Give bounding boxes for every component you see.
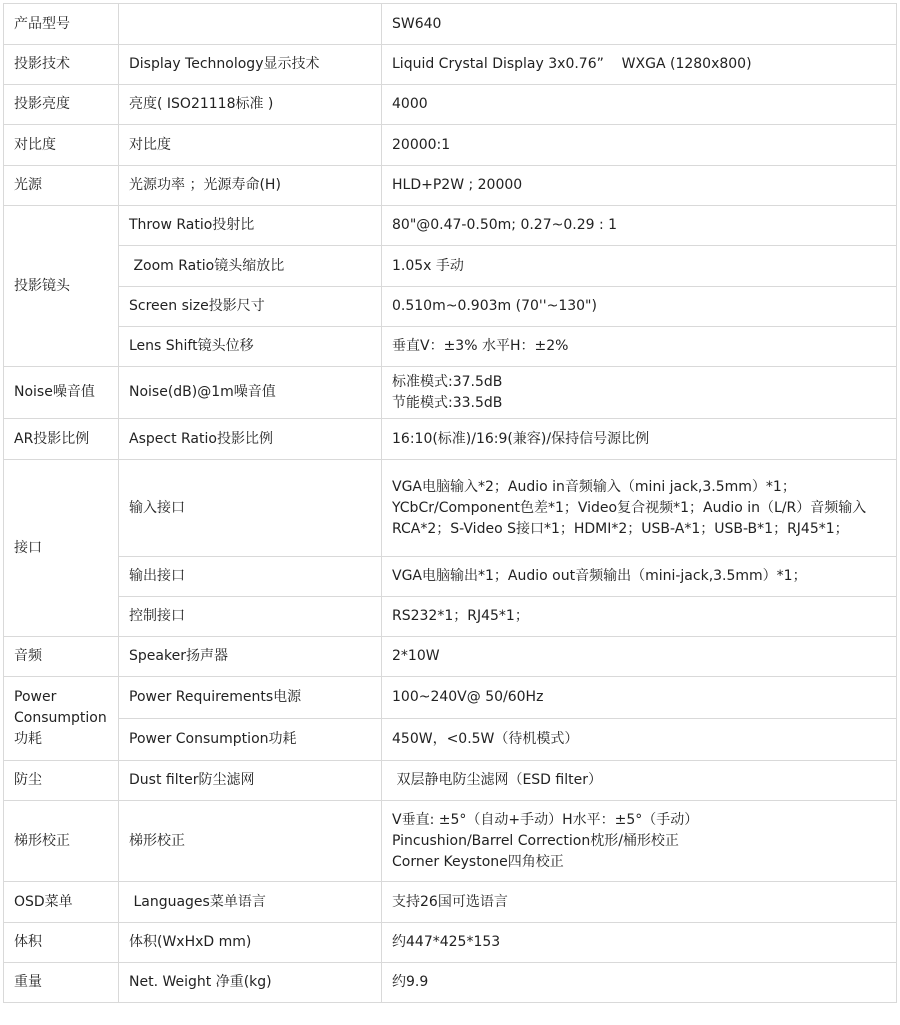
table-row-ports-input <box>4 460 897 557</box>
value-cell: SW640 <box>382 4 897 45</box>
value-line: Pincushion/Barrel Correction枕形/桶形校正 <box>392 832 679 849</box>
label-line: Consumption <box>14 710 107 726</box>
value-line: 节能模式:33.5dB <box>392 394 503 411</box>
value-cell: 450W，<0.5W（待机模式） <box>382 719 897 761</box>
value-cell: RS232*1；RJ45*1； <box>382 597 897 637</box>
param-cell: 对比度 <box>119 125 382 166</box>
value-cell: 1.05x 手动 <box>382 246 897 287</box>
param-cell: Dust filter防尘滤网 <box>119 761 382 801</box>
param-cell <box>119 4 382 45</box>
table-row-noise <box>4 367 897 419</box>
table-row-ports-control <box>4 597 897 637</box>
table-row-lens-screen <box>4 287 897 327</box>
label-cell: 对比度 <box>4 125 119 166</box>
param-cell: Power Consumption功耗 <box>119 719 382 761</box>
param-cell: Aspect Ratio投影比例 <box>119 419 382 460</box>
param-cell: Lens Shift镜头位移 <box>119 327 382 367</box>
label-cell: 重量 <box>4 963 119 1003</box>
table-row-aspect <box>4 419 897 460</box>
value-cell: 约447*425*153 <box>382 923 897 963</box>
label-cell: 接口 <box>4 460 119 637</box>
value-cell: 2*10W <box>382 637 897 677</box>
value-line: 标准模式:37.5dB <box>392 373 503 390</box>
table-row-audio <box>4 637 897 677</box>
label-line: 功耗 <box>14 731 42 747</box>
table-row-contrast <box>4 125 897 166</box>
param-cell: Display Technology显示技术 <box>119 45 382 85</box>
value-cell: 4000 <box>382 85 897 125</box>
table-row-brightness <box>4 85 897 125</box>
value-cell: 支持26国可选语言 <box>382 882 897 923</box>
label-cell: OSD菜单 <box>4 882 119 923</box>
value-line: V垂直: ±5°（自动+手动）H水平：±5°（手动） <box>392 811 699 828</box>
table-row-model <box>4 4 897 45</box>
param-cell: Speaker扬声器 <box>119 637 382 677</box>
param-cell: 输出接口 <box>119 557 382 597</box>
label-cell <box>4 677 119 761</box>
label-cell: 防尘 <box>4 761 119 801</box>
param-cell: 亮度( ISO21118标准 ) <box>119 85 382 125</box>
value-cell: 80"@0.47-0.50m; 0.27~0.29 : 1 <box>382 206 897 246</box>
value-cell: 0.510m~0.903m (70''~130") <box>382 287 897 327</box>
value-cell: 垂直V：±3% 水平H：±2% <box>382 327 897 367</box>
table-row-tech <box>4 45 897 85</box>
label-cell: 梯形校正 <box>4 801 119 882</box>
param-cell: 控制接口 <box>119 597 382 637</box>
table-row-lens-shift <box>4 327 897 367</box>
param-cell: Screen size投影尺寸 <box>119 287 382 327</box>
table-row-lens-throw <box>4 206 897 246</box>
value-cell: 16:10(标准)/16:9(兼容)/保持信号源比例 <box>382 419 897 460</box>
value-cell: VGA电脑输出*1；Audio out音频输出（mini-jack,3.5mm）*1； <box>382 557 897 597</box>
label-cell: 产品型号 <box>4 4 119 45</box>
label-cell: 投影技术 <box>4 45 119 85</box>
value-cell: 20000:1 <box>382 125 897 166</box>
label-cell: 投影镜头 <box>4 206 119 367</box>
table-row-dust <box>4 761 897 801</box>
value-cell: 双层静电防尘滤网（ESD filter） <box>382 761 897 801</box>
label-cell: 光源 <box>4 166 119 206</box>
table-row-power-cons <box>4 719 897 761</box>
param-cell: Net. Weight 净重(kg) <box>119 963 382 1003</box>
label-cell: 体积 <box>4 923 119 963</box>
value-cell: VGA电脑输入*2；Audio in音频输入（mini jack,3.5mm）*1；YCbCr/Component色差*1；Video复合视频*1；Audio in（L/R）音频输入RCA*2；S-Video S接口*1；HDMI*2；USB-A*1；USB-B*1；RJ45*1； <box>382 460 897 557</box>
table-row-power-req <box>4 677 897 719</box>
value-line: Corner Keystone四角校正 <box>392 853 564 870</box>
table-row-volume <box>4 923 897 963</box>
param-cell: Throw Ratio投射比 <box>119 206 382 246</box>
table-row-ports-output <box>4 557 897 597</box>
param-cell: 体积(WxHxD mm) <box>119 923 382 963</box>
label-cell: 投影亮度 <box>4 85 119 125</box>
table-row-light <box>4 166 897 206</box>
label-cell: 音频 <box>4 637 119 677</box>
table-row-weight <box>4 963 897 1003</box>
param-cell: 梯形校正 <box>119 801 382 882</box>
param-cell: Languages菜单语言 <box>119 882 382 923</box>
param-cell: Noise(dB)@1m噪音值 <box>119 367 382 419</box>
table-row-lens-zoom <box>4 246 897 287</box>
value-cell <box>382 801 897 882</box>
value-cell: HLD+P2W ; 20000 <box>382 166 897 206</box>
label-cell: Noise噪音值 <box>4 367 119 419</box>
spec-table <box>3 3 897 1003</box>
value-cell <box>382 367 897 419</box>
table-row-keystone <box>4 801 897 882</box>
param-cell: Power Requirements电源 <box>119 677 382 719</box>
param-cell: 光源功率 ；光源寿命(H) <box>119 166 382 206</box>
label-cell: AR投影比例 <box>4 419 119 460</box>
param-cell: 输入接口 <box>119 460 382 557</box>
value-cell: 约9.9 <box>382 963 897 1003</box>
label-line: Power <box>14 689 57 705</box>
table-row-osd <box>4 882 897 923</box>
value-cell: 100~240V@ 50/60Hz <box>382 677 897 719</box>
value-cell: Liquid Crystal Display 3x0.76” WXGA (1280x800) <box>382 45 897 85</box>
param-cell: Zoom Ratio镜头缩放比 <box>119 246 382 287</box>
